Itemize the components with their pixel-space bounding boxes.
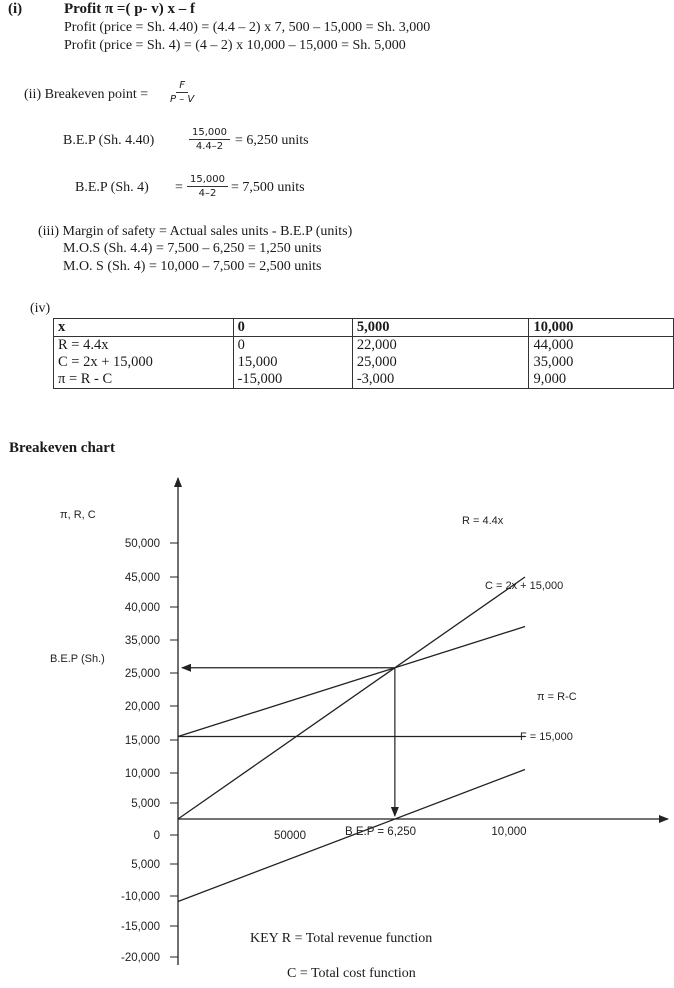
y-tick-label: -10,000 xyxy=(120,891,160,903)
y-tick-label: 25,000 xyxy=(124,668,160,680)
bep1-result: = 6,250 units xyxy=(235,133,309,148)
part-i-label: (i) xyxy=(8,1,23,17)
bep2-label: B.E.P (Sh. 4) xyxy=(75,180,149,195)
table-header-cell: 5,000 xyxy=(352,319,529,337)
table-cell: 9,000 xyxy=(529,371,674,389)
bep2-equals: = xyxy=(175,180,183,195)
revenue-line xyxy=(178,577,525,819)
table-header-cell: 0 xyxy=(233,319,352,337)
table-cell: 22,000 xyxy=(352,337,529,355)
bep2-numerator: 15,000 xyxy=(187,174,228,187)
formula-denominator: P – V xyxy=(170,94,195,105)
profit-line-2: Profit (price = Sh. 4) = (4 – 2) x 10,000 – 15,000 = Sh. 5,000 xyxy=(64,38,406,53)
bep2-result: = 7,500 units xyxy=(231,180,305,195)
table-cell: 15,000 xyxy=(233,354,352,371)
chart-key-line-1: KEY R = Total revenue function xyxy=(250,931,433,946)
chart-title: Breakeven chart xyxy=(9,440,115,456)
y-tick-label: 5,000 xyxy=(131,798,160,810)
y-tick-label: 40,000 xyxy=(124,602,160,614)
table-cell: -15,000 xyxy=(233,371,352,389)
formula-numerator: F xyxy=(176,80,188,93)
table-cell: 44,000 xyxy=(529,337,674,355)
fixed-cost-line-label: F = 15,000 xyxy=(520,731,573,743)
x-tick-label: 50000 xyxy=(274,830,306,842)
profit-heading: Profit π =( p- v) x – f xyxy=(64,1,196,17)
bep1-label: B.E.P (Sh. 4.40) xyxy=(63,133,155,148)
y-tick-label: -15,000 xyxy=(120,921,160,933)
y-tick-label: -20,000 xyxy=(120,952,160,964)
y-tick-label: 10,000 xyxy=(124,768,160,780)
table-cell: C = 2x + 15,000 xyxy=(54,354,234,371)
table-cell: -3,000 xyxy=(352,371,529,389)
table-cell: π = R - C xyxy=(54,371,234,389)
part-iv-label: (iv) xyxy=(30,301,51,316)
margin-of-safety-def: (iii) Margin of safety = Actual sales units - B.E.P (units) xyxy=(38,224,353,239)
bep1-numerator: 15,000 xyxy=(189,127,230,140)
table-cell: 25,000 xyxy=(352,354,529,371)
total-cost-line-label: C = 2x + 15,000 xyxy=(485,580,564,592)
y-tick-label: 50,000 xyxy=(124,538,160,550)
table-header-cell: 10,000 xyxy=(529,319,674,337)
table-cell: 0 xyxy=(233,337,352,355)
table-header-cell: x xyxy=(54,319,234,337)
y-axis-label: π, R, C xyxy=(60,509,96,521)
bep-x-label: B.E.P = 6,250 xyxy=(345,826,417,838)
y-tick-label: 5,000 xyxy=(131,859,160,871)
table-cell: 35,000 xyxy=(529,354,674,371)
mos-line-2: M.O. S (Sh. 4) = 10,000 – 7,500 = 2,500 units xyxy=(63,259,322,274)
bep-y-label: B.E.P (Sh.) xyxy=(50,653,105,665)
bep2-denominator: 4–2 xyxy=(198,188,217,199)
y-tick-label: 35,000 xyxy=(124,635,160,647)
breakeven-point-label: (ii) Breakeven point = xyxy=(24,87,149,102)
profit-line-1: Profit (price = Sh. 4.40) = (4.4 – 2) x 7, 500 – 15,000 = Sh. 3,000 xyxy=(64,20,431,35)
x-tick-label: 10,000 xyxy=(491,826,527,838)
y-tick-label: 45,000 xyxy=(124,572,160,584)
y-tick-label: 15,000 xyxy=(124,735,160,747)
total-cost-line xyxy=(178,627,525,737)
table-cell: R = 4.4x xyxy=(54,337,234,355)
y-tick-label: 0 xyxy=(153,830,160,842)
profit-line-label: π = R-C xyxy=(537,691,577,703)
chart-key-line-2: C = Total cost function xyxy=(287,966,416,981)
y-tick-label: 20,000 xyxy=(124,701,160,713)
revenue-line-label: R = 4.4x xyxy=(462,515,504,527)
mos-line-1: M.O.S (Sh. 4.4) = 7,500 – 6,250 = 1,250 units xyxy=(63,241,322,256)
bep1-denominator: 4.4–2 xyxy=(195,141,224,152)
